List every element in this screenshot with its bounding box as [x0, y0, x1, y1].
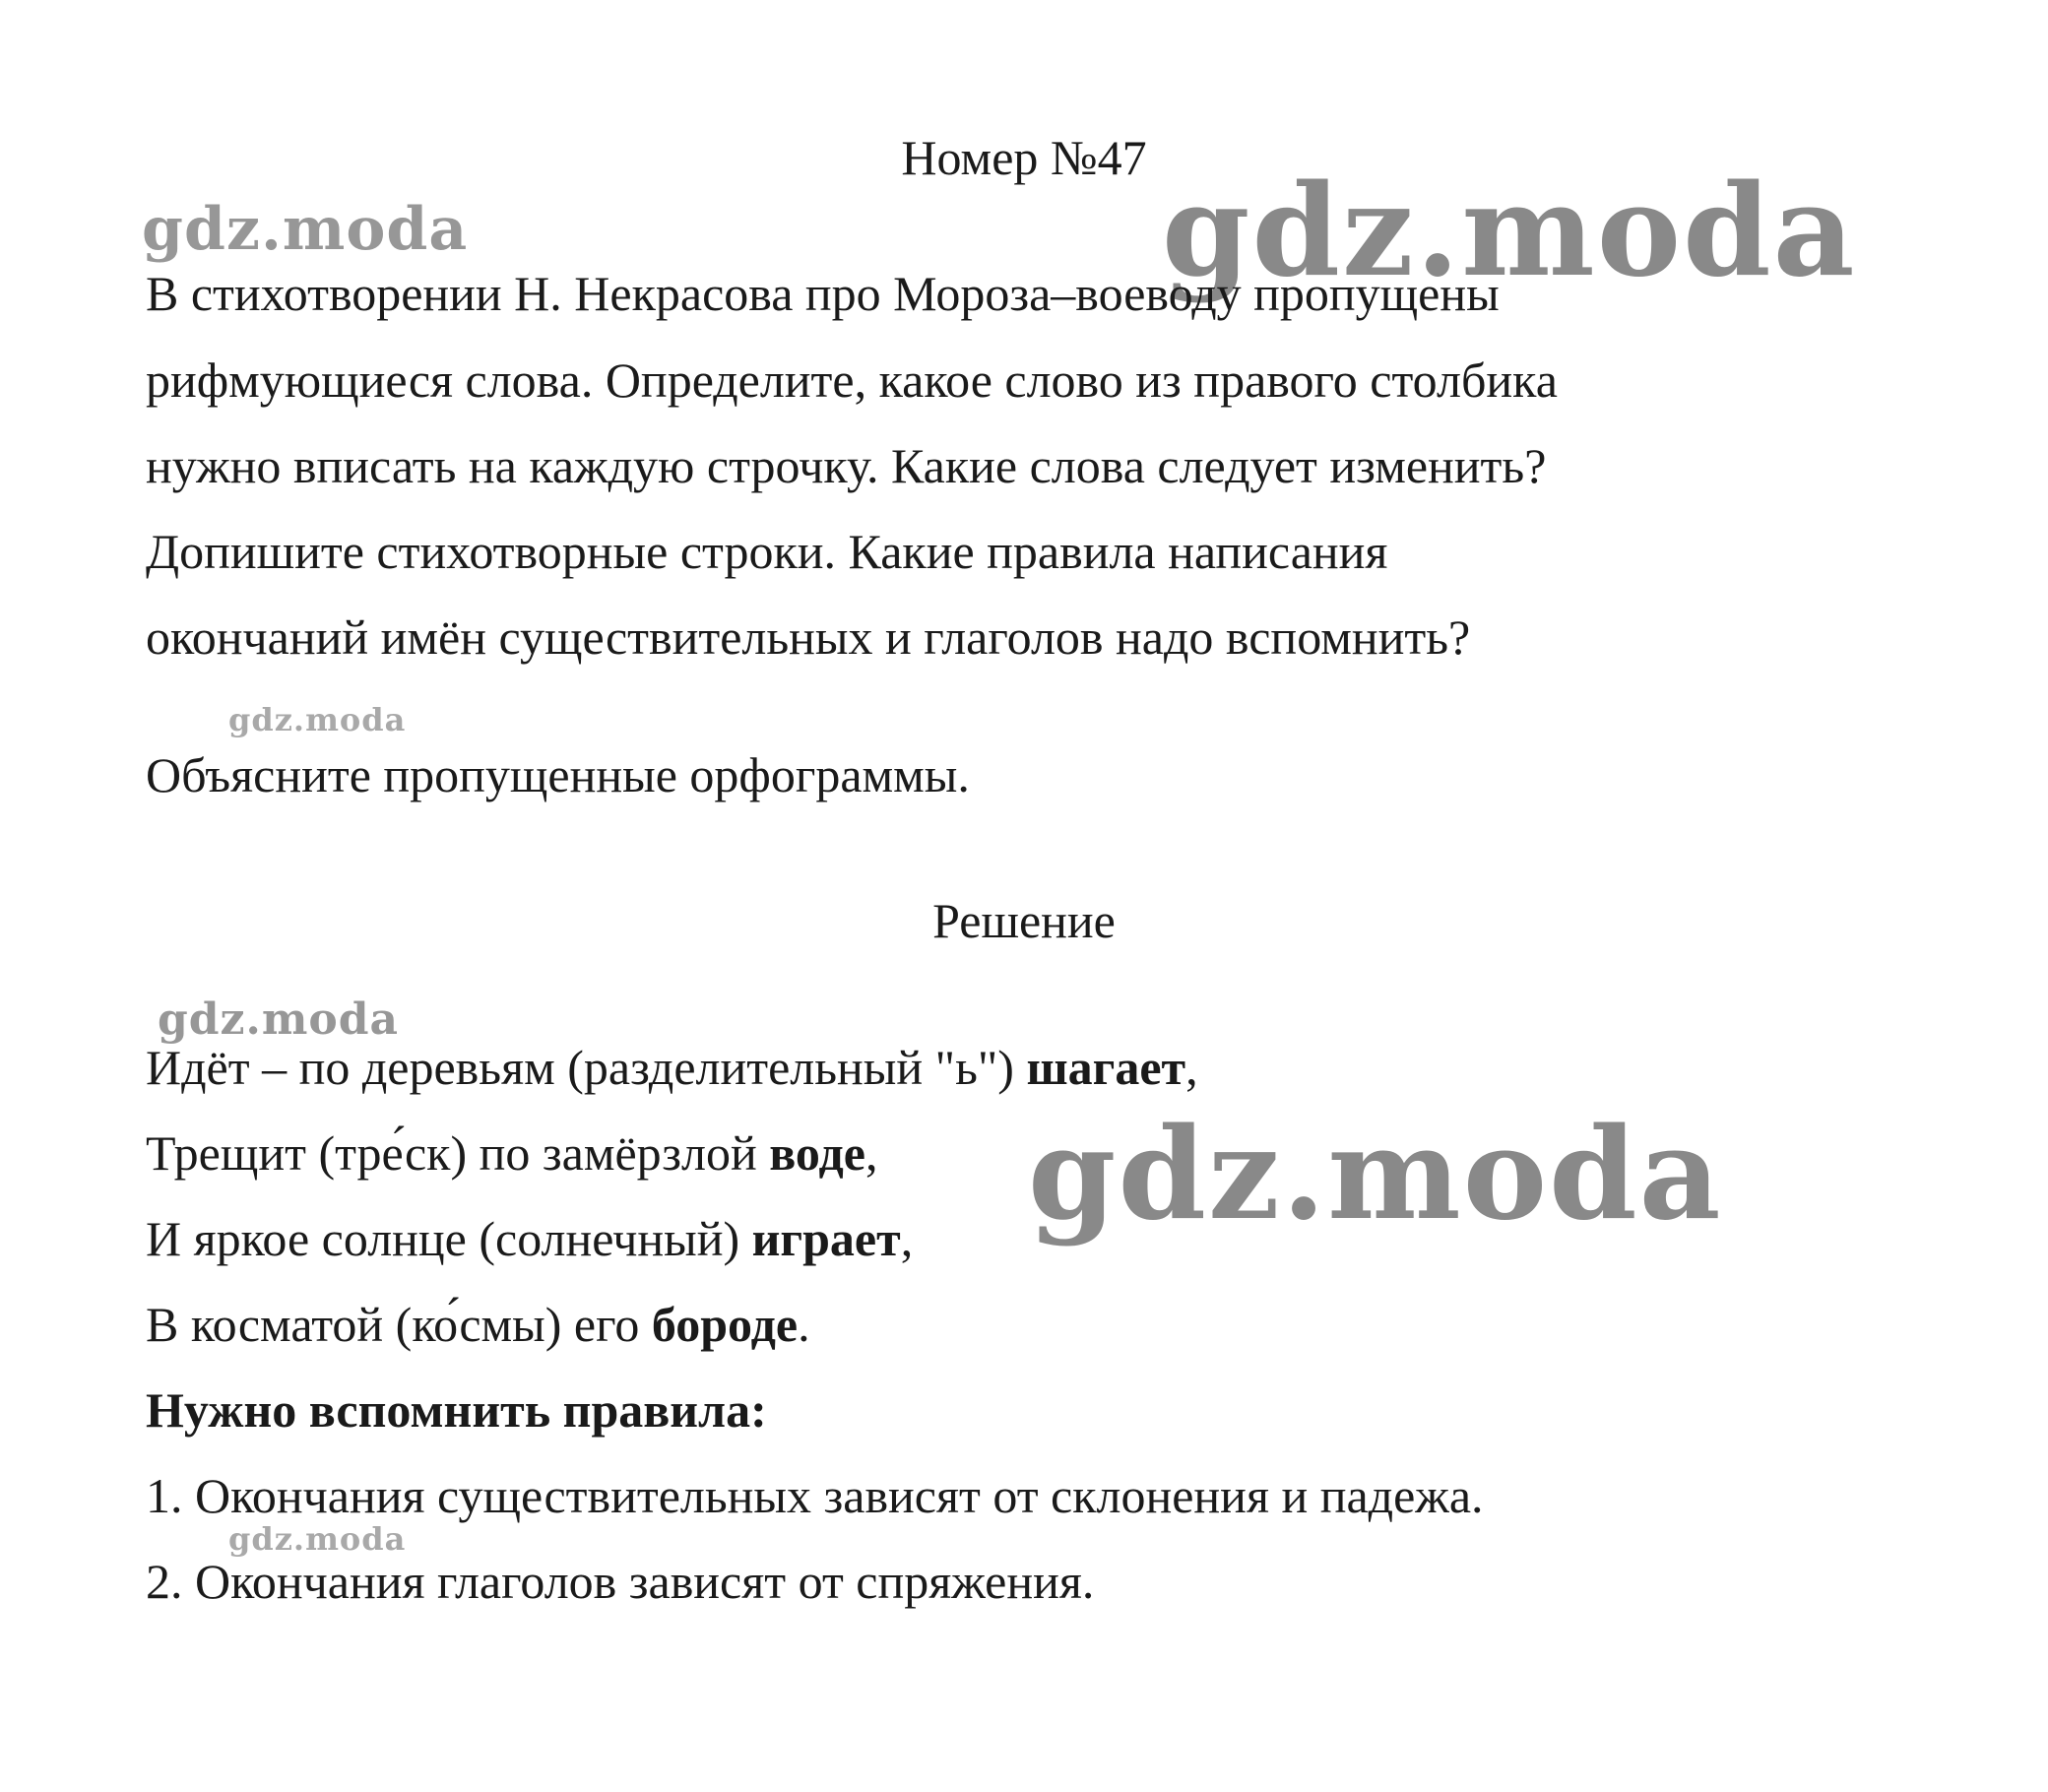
- poem-line: [146, 1038, 1198, 1097]
- watermark: gdz.moda: [1162, 158, 1857, 305]
- rhyme-word: бороде: [651, 1297, 799, 1352]
- task-extra: Объясните пропущенные орфограммы.: [146, 747, 970, 802]
- poem-text: Трещит (тре́ск) по замёрзлой: [146, 1125, 770, 1181]
- page-title: Номер №47: [901, 130, 1147, 185]
- rule-item: 1. Окончания существительных зависят от склонения и падежа.: [146, 1468, 1484, 1523]
- watermark: gdz.moda: [142, 195, 469, 264]
- rhyme-word: воде: [769, 1125, 865, 1181]
- task-line: нужно вписать на каждую строчку. Какие слова следует изменить?: [146, 438, 1547, 493]
- task-line: окончаний имён существительных и глаголов надо вспомнить?: [146, 609, 1471, 665]
- poem-line: [146, 1123, 877, 1183]
- poem-punct: .: [798, 1297, 810, 1352]
- rhyme-word: играет: [751, 1211, 901, 1266]
- poem-text: И яркое солнце (солнечный): [146, 1211, 752, 1266]
- task-line: В стихотворении Н. Некрасова про Мороза–воеводу пропущены: [146, 266, 1500, 321]
- poem-text: В косматой (ко́смы) его: [146, 1297, 652, 1352]
- watermark: gdz.moda: [158, 994, 400, 1045]
- rules-heading: Нужно вспомнить правила:: [146, 1382, 767, 1438]
- poem-text: Идёт – по деревьям (разделительный "ь"): [146, 1040, 1027, 1095]
- task-line: Допишите стихотворные строки. Какие правила написания: [146, 524, 1388, 579]
- rule-item: 2. Окончания глаголов зависят от спряжения.: [146, 1554, 1095, 1609]
- watermark: gdz.moda: [1028, 1101, 1723, 1248]
- poem-punct: ,: [864, 1125, 878, 1181]
- poem-punct: ,: [900, 1211, 914, 1266]
- task-line: рифмующиеся слова. Определите, какое слово из правого столбика: [146, 352, 1558, 408]
- poem-line: [146, 1209, 913, 1268]
- solution-heading: Решение: [932, 893, 1116, 948]
- poem-punct: ,: [1185, 1040, 1198, 1095]
- poem-line: [146, 1295, 810, 1354]
- watermark: gdz.moda: [228, 1520, 407, 1558]
- watermark: gdz.moda: [228, 701, 407, 738]
- rhyme-word: шагает: [1026, 1040, 1186, 1095]
